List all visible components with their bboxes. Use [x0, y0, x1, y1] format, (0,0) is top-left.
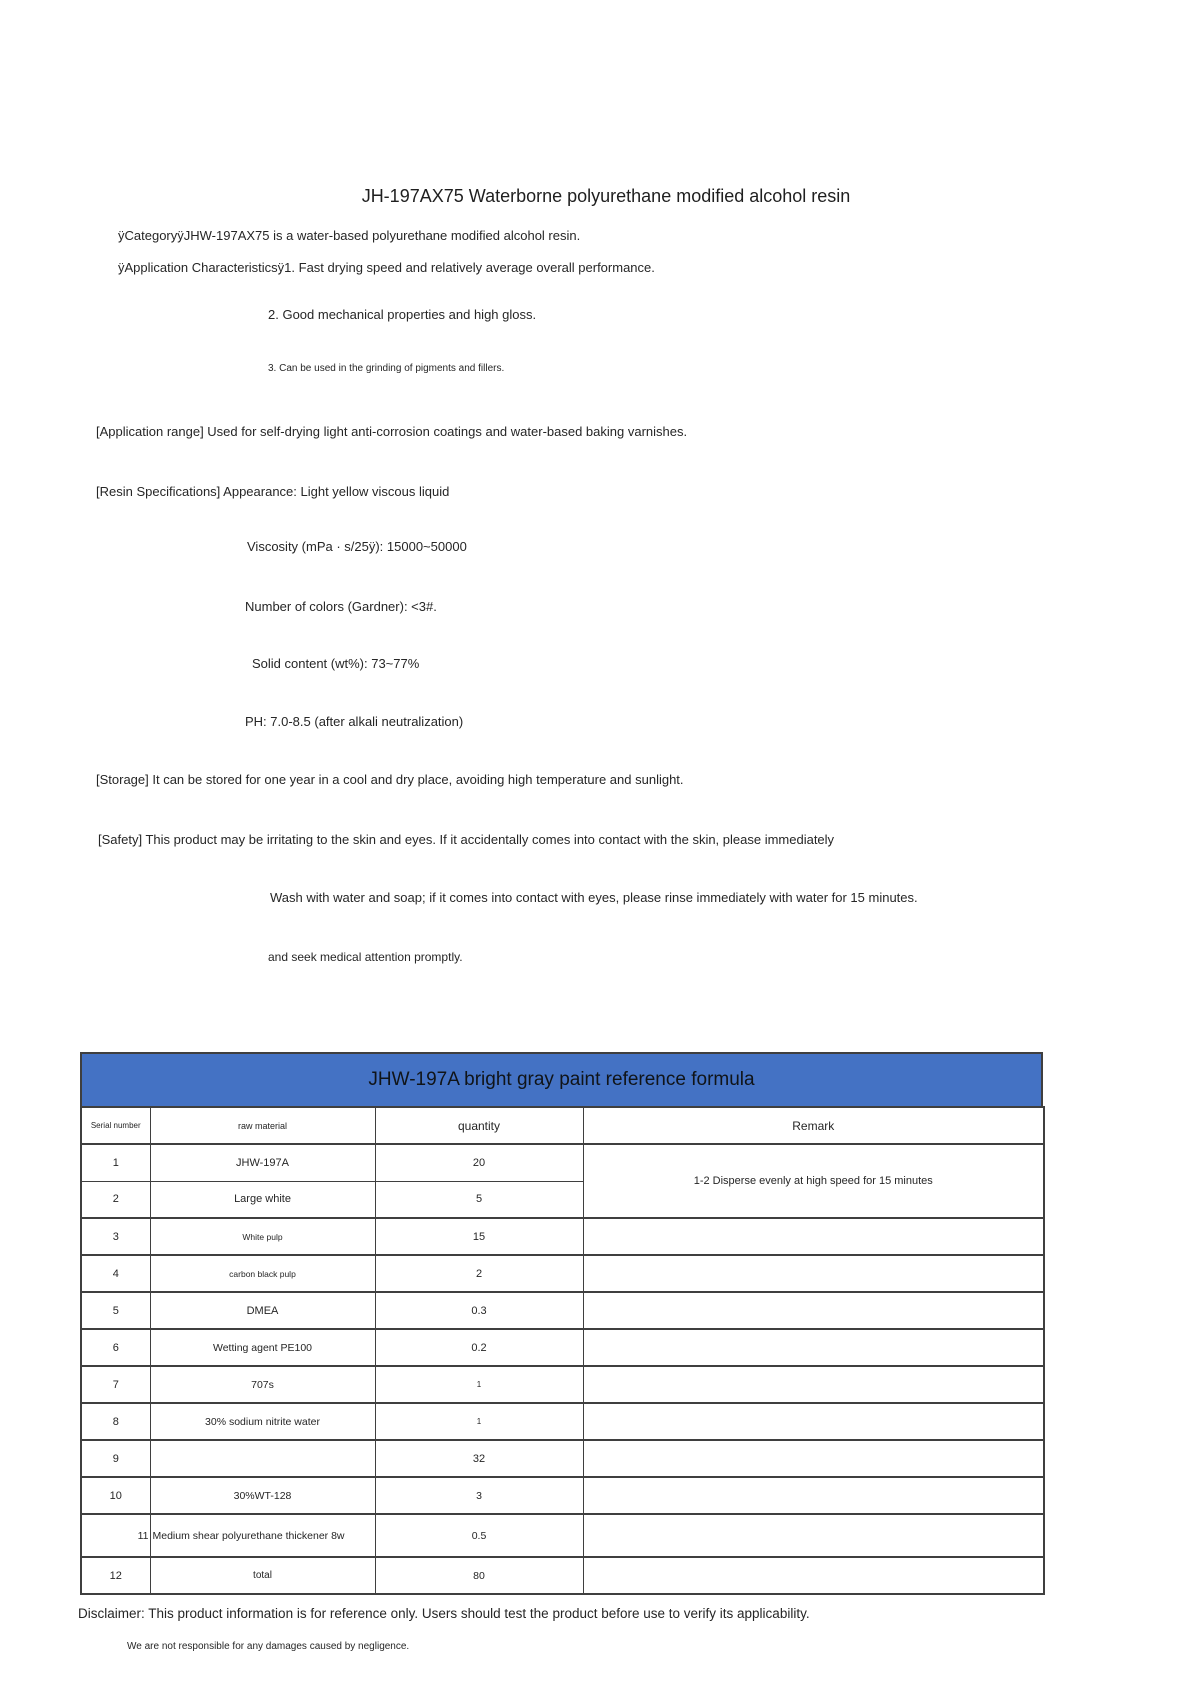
table-row [81, 1218, 1044, 1255]
cell-quantity: 5 [375, 1181, 583, 1218]
cell-remark [583, 1292, 1044, 1329]
cell-serial: 9 [81, 1440, 150, 1477]
table-row [81, 1144, 1044, 1181]
cell-serial: 1 [81, 1144, 150, 1181]
cell-material: carbon black pulp [150, 1255, 375, 1292]
cell-remark [583, 1403, 1044, 1440]
paragraph-safety-wash: Wash with water and soap; if it comes into contact with eyes, please rinse immediately with water for 15 minutes. [270, 890, 918, 905]
table-row [81, 1292, 1044, 1329]
table-row [81, 1366, 1044, 1403]
paragraph-characteristic-2: 2. Good mechanical properties and high gloss. [268, 307, 537, 322]
table-header-row [81, 1107, 1044, 1144]
cell-quantity: 15 [375, 1218, 583, 1255]
table-row [81, 1255, 1044, 1292]
cell-serial: 11 [81, 1514, 150, 1557]
cell-serial: 12 [81, 1557, 150, 1594]
cell-material: 707s [150, 1366, 375, 1403]
cell-quantity: 20 [375, 1144, 583, 1181]
cell-remark [583, 1514, 1044, 1557]
paragraph-storage: [Storage] It can be stored for one year in a cool and dry place, avoiding high temperature and sunlight. [96, 772, 684, 787]
spec-number-of-colors: Number of colors (Gardner): <3#. [245, 599, 437, 614]
page-title: JH-197AX75 Waterborne polyurethane modified alcohol resin [361, 186, 851, 206]
cell-quantity: 2 [375, 1255, 583, 1292]
column-header-raw-material: raw material [150, 1107, 375, 1144]
table-row [81, 1477, 1044, 1514]
paragraph-application-characteristics: ÿApplication Characteristicsÿ1. Fast drying speed and relatively average overall performance. [118, 260, 655, 275]
formula-table [80, 1106, 1045, 1595]
cell-material: White pulp [150, 1218, 375, 1255]
cell-serial: 4 [81, 1255, 150, 1292]
cell-remark-merged: 1-2 Disperse evenly at high speed for 15 minutes [583, 1144, 1044, 1218]
paragraph-resin-specifications: [Resin Specifications] Appearance: Light yellow viscous liquid [96, 484, 450, 499]
cell-serial: 5 [81, 1292, 150, 1329]
cell-material: 30% sodium nitrite water [150, 1403, 375, 1440]
cell-material: total [150, 1557, 375, 1594]
cell-remark [583, 1477, 1044, 1514]
table-row [81, 1403, 1044, 1440]
spec-solid-content: Solid content (wt%): 73~77% [252, 656, 420, 671]
paragraph-characteristic-3: 3. Can be used in the grinding of pigments and fillers. [268, 363, 505, 374]
cell-serial: 6 [81, 1329, 150, 1366]
cell-serial: 7 [81, 1366, 150, 1403]
cell-material: Medium shear polyurethane thickener 8w [150, 1514, 375, 1557]
paragraph-application-range: [Application range] Used for self-drying light anti-corrosion coatings and water-based baking varnishes. [96, 424, 688, 439]
cell-quantity: 0.3 [375, 1292, 583, 1329]
column-header-serial-number: Serial number [81, 1107, 150, 1144]
table-row [81, 1514, 1044, 1557]
cell-remark [583, 1366, 1044, 1403]
cell-quantity: 0.5 [375, 1514, 583, 1557]
cell-material [150, 1440, 375, 1477]
cell-remark [583, 1218, 1044, 1255]
paragraph-category: ÿCategoryÿJHW-197AX75 is a water-based polyurethane modified alcohol resin. [118, 228, 581, 243]
cell-material: 30%WT-128 [150, 1477, 375, 1514]
cell-quantity: 1 [375, 1366, 583, 1403]
cell-remark [583, 1255, 1044, 1292]
cell-quantity: 1 [375, 1403, 583, 1440]
table-row [81, 1557, 1044, 1594]
cell-serial: 2 [81, 1181, 150, 1218]
cell-quantity: 0.2 [375, 1329, 583, 1366]
cell-remark [583, 1329, 1044, 1366]
cell-remark [583, 1440, 1044, 1477]
spec-viscosity: Viscosity (mPa · s/25ÿ): 15000~50000 [247, 539, 467, 554]
cell-material: DMEA [150, 1292, 375, 1329]
disclaimer-text: Disclaimer: This product information is for reference only. Users should test the product before use to verify its applicability. [78, 1606, 810, 1621]
cell-remark [583, 1557, 1044, 1594]
table-title-bar: JHW-197A bright gray paint reference formula [80, 1052, 1043, 1106]
cell-quantity: 80 [375, 1557, 583, 1594]
table-row [81, 1440, 1044, 1477]
cell-serial: 3 [81, 1218, 150, 1255]
column-header-quantity: quantity [375, 1107, 583, 1144]
cell-serial: 8 [81, 1403, 150, 1440]
footnote-text: We are not responsible for any damages caused by negligence. [127, 1641, 410, 1652]
cell-serial: 10 [81, 1477, 150, 1514]
paragraph-safety-seek: and seek medical attention promptly. [268, 950, 463, 964]
table-row [81, 1329, 1044, 1366]
cell-material: JHW-197A [150, 1144, 375, 1181]
cell-quantity: 3 [375, 1477, 583, 1514]
cell-quantity: 32 [375, 1440, 583, 1477]
cell-material: Large white [150, 1181, 375, 1218]
paragraph-safety: [Safety] This product may be irritating to the skin and eyes. If it accidentally comes into contact with the skin, please immediately [98, 832, 835, 847]
formula-table-section [80, 1052, 1043, 1595]
column-header-remark: Remark [583, 1107, 1044, 1144]
cell-material: Wetting agent PE100 [150, 1329, 375, 1366]
spec-ph: PH: 7.0-8.5 (after alkali neutralization) [245, 714, 464, 729]
